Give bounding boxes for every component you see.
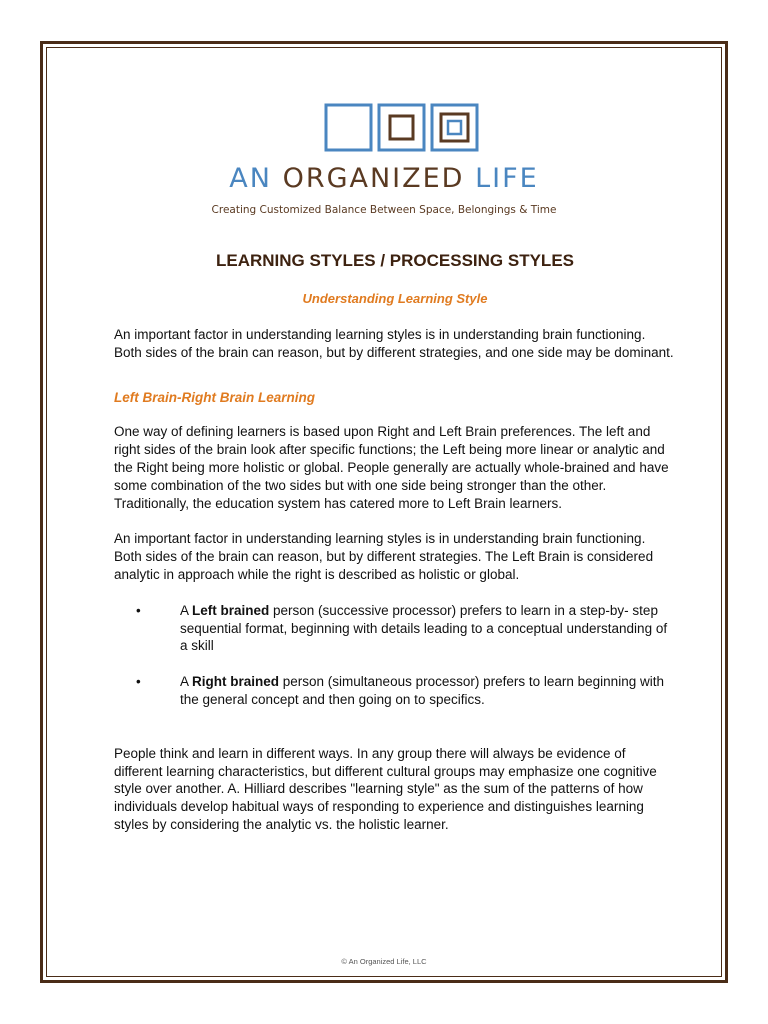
bullet-icon: • [136,674,141,690]
copyright-footer: © An Organized Life, LLC [341,957,427,966]
brand-name [0,162,768,196]
bullet-item-right-brained [114,673,674,709]
bullet-bold-term: Left brained [192,602,270,618]
brand-word-life: LIFE [475,163,539,194]
document-body [114,326,674,834]
bullet-item-left-brained [114,602,674,655]
brand-logo-squares-icon [324,103,480,153]
document-title: LEARNING STYLES / PROCESSING STYLES [216,251,574,270]
section-heading: Left Brain-Right Brain Learning [114,389,316,405]
bullet-bold-term: Right brained [192,674,280,690]
brand-tagline: Creating Customized Balance Between Space, Belongings & Time [211,204,557,216]
bullet-text: person (simultaneous processor) prefers to learn beginning with the general concept and then going on to specifics. [180,674,664,707]
document-subtitle: Understanding Learning Style [302,291,488,306]
paragraph-1: An important factor in understanding learning styles is in understanding brain functioning. Both sides of the brain can reason, but by different strategies, and one side may be dominant. [114,327,674,360]
brand-word-an: AN [229,163,272,194]
bullet-icon: • [136,602,141,618]
paragraph-2: One way of defining learners is based upon Right and Left Brain preferences. The left and right sides of the brain look after specific functions; the Left being more linear or analytic and the Right being more holistic or global. People generally are actually whole-brained and have some combination of the two sides but with one side being stronger than the other. Traditionally, the education system has catered more to Left Brain learners. [114,424,669,511]
bullet-prefix: A [180,674,193,690]
paragraph-3: An important factor in understanding learning styles is in understanding brain functioning. Both sides of the brain can reason, but by different strategies. The Left Brain is considered analytic in approach while the right is described as holistic or global. [114,531,654,582]
bullet-text: person (successive processor) prefers to learn in a step-by- step sequential format, beginning with details leading to a conceptual understanding of a skill [180,602,668,654]
paragraph-4: People think and learn in different ways. In any group there will always be evidence of different learning characteristics, but different cultural groups may emphasize one cognitive style over another. A. Hilliard describes "learning style" as the sum of the patterns of how individuals develop habitual ways of responding to experience and distinguishes learning styles by considering the analytic vs. the holistic learner. [114,745,657,832]
bullet-prefix: A [180,602,193,618]
brand-word-organized: ORGANIZED [282,163,465,194]
